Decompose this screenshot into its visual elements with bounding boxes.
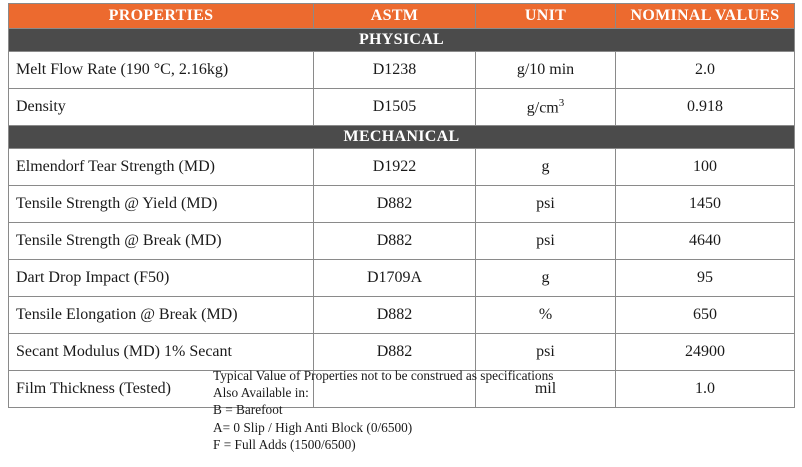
unit-text: mil	[534, 380, 557, 397]
property-cell: Tensile Strength @ Yield (MD)	[9, 186, 314, 223]
table-row	[9, 297, 795, 334]
value-cell: 2.0	[616, 52, 795, 89]
section-row	[9, 29, 795, 52]
header-properties: PROPERTIES	[9, 4, 314, 29]
astm-cell: D1922	[314, 149, 476, 186]
property-cell: Density	[9, 89, 314, 126]
property-cell: Secant Modulus (MD) 1% Secant	[9, 334, 314, 371]
unit-text: g/cm	[526, 99, 559, 117]
property-cell: Elmendorf Tear Strength (MD)	[9, 149, 314, 186]
value-cell: 650	[616, 297, 795, 334]
value-cell: 0.918	[616, 89, 795, 126]
unit-cell	[476, 52, 616, 89]
header-astm: ASTM	[314, 4, 476, 29]
value-cell: 1450	[616, 186, 795, 223]
unit-text: psi	[536, 232, 555, 249]
unit-cell	[476, 260, 616, 297]
astm-cell: D882	[314, 297, 476, 334]
table-row	[9, 334, 795, 371]
value-cell: 4640	[616, 223, 795, 260]
table-header-row	[9, 4, 795, 29]
value-cell: 1.0	[616, 371, 795, 408]
property-cell: Tensile Strength @ Break (MD)	[9, 223, 314, 260]
unit-superscript: 3	[558, 96, 565, 109]
unit-text: psi	[536, 195, 555, 212]
unit-text: psi	[536, 343, 555, 360]
table-row	[9, 52, 795, 89]
unit-text: g/10 min	[516, 61, 575, 78]
property-cell: Film Thickness (Tested)	[9, 371, 314, 408]
unit-text: g	[541, 269, 550, 286]
note-line: Typical Value of Properties not to be construed as specifications	[213, 368, 554, 383]
unit-cell	[476, 89, 616, 126]
table-row	[9, 186, 795, 223]
property-cell: Dart Drop Impact (F50)	[9, 260, 314, 297]
unit-text: g	[541, 158, 550, 175]
unit-text: %	[538, 306, 553, 323]
header-unit: UNIT	[476, 4, 616, 29]
astm-cell: D882	[314, 186, 476, 223]
unit-cell	[476, 297, 616, 334]
table-row	[9, 89, 795, 126]
note-line: F = Full Adds (1500/6500)	[213, 436, 356, 452]
value-cell: 100	[616, 149, 795, 186]
section-title: PHYSICAL	[9, 29, 795, 52]
astm-cell: D1238	[314, 52, 476, 89]
table-row	[9, 223, 795, 260]
unit-cell	[476, 223, 616, 260]
note-line: A= 0 Slip / High Anti Block (0/6500)	[213, 419, 413, 435]
property-cell: Melt Flow Rate (190 °C, 2.16kg)	[9, 52, 314, 89]
value-cell: 24900	[616, 334, 795, 371]
unit-cell	[476, 186, 616, 223]
note-line: Also Available in:	[213, 385, 309, 401]
astm-cell: D882	[314, 334, 476, 371]
section-title: MECHANICAL	[9, 126, 795, 149]
section-row	[9, 126, 795, 149]
value-cell: 95	[616, 260, 795, 297]
property-cell: Tensile Elongation @ Break (MD)	[9, 297, 314, 334]
table-row	[9, 149, 795, 186]
astm-cell: D1505	[314, 89, 476, 126]
unit-cell	[476, 149, 616, 186]
note-line: B = Barefoot	[213, 402, 283, 418]
properties-table	[8, 3, 795, 408]
header-nominal-values: NOMINAL VALUES	[616, 4, 795, 29]
table-row	[9, 260, 795, 297]
astm-cell: D1709A	[314, 260, 476, 297]
unit-cell	[476, 334, 616, 371]
astm-cell: D882	[314, 223, 476, 260]
footnotes	[213, 367, 553, 453]
